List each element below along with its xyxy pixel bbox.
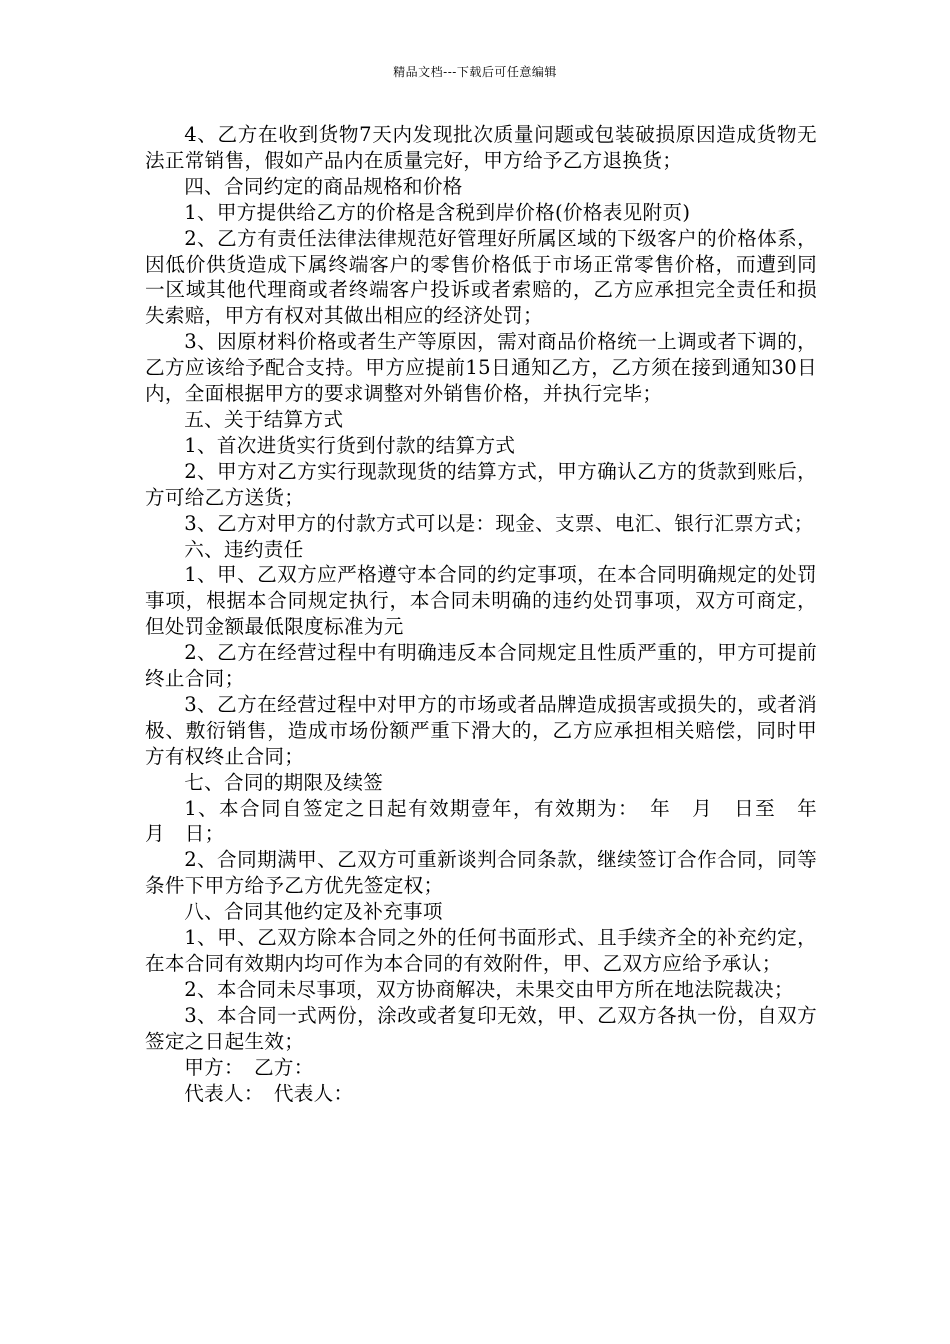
paragraph-early-termination: 2、乙方在经营过程中有明确违反本合同规定且性质严重的，甲方可提前终止合同； xyxy=(145,641,817,691)
paragraph-return-policy: 4、乙方在收到货物7天内发现批次质量问题或包装破损原因造成货物无法正常销售，假如产品内在质量完好，甲方给予乙方退换货； xyxy=(145,123,817,172)
section-heading-7: 七、合同的期限及续签 xyxy=(184,770,384,794)
paragraph-contract-term: 1、本合同自签定之日起有效期壹年，有效期为： 年 月 日至 年 月 日； xyxy=(145,796,837,846)
paragraph-disputes: 2、本合同未尽事项，双方协商解决，未果交由甲方所在地法院裁决； xyxy=(184,977,794,1001)
section-heading-5: 五、关于结算方式 xyxy=(184,407,344,431)
document-body xyxy=(145,122,837,1106)
section-heading-8: 八、合同其他约定及补充事项 xyxy=(184,900,443,924)
page-header: 精品文档---下载后可任意编辑 xyxy=(393,65,557,79)
paragraph-price-adjustment: 3、因原材料价格或者生产等原因，需对商品价格统一上调或者下调的，乙方应该给予配合支持。甲方应提前15日通知乙方，乙方须在接到通知30日内，全面根据甲方的要求调整对外销售价格，并执行完毕； xyxy=(145,330,817,406)
signature-representatives: 代表人： 代表人： xyxy=(184,1081,354,1105)
paragraph-renewal: 2、合同期满甲、乙双方可重新谈判合同条款，继续签订合作合同，同等条件下甲方给予乙方优先签定权； xyxy=(145,848,817,898)
signature-parties: 甲方： 乙方： xyxy=(184,1055,314,1079)
section-heading-6: 六、违约责任 xyxy=(184,537,304,561)
section-heading-4: 四、合同约定的商品规格和价格 xyxy=(184,174,463,198)
paragraph-copies: 3、本合同一式两份，涂改或者复印无效，甲、乙双方各执一份，自双方签定之日起生效； xyxy=(145,1003,817,1053)
paragraph-first-purchase: 1、首次进货实行货到付款的结算方式 xyxy=(184,433,516,457)
paragraph-damages: 3、乙方在经营过程中对甲方的市场或者品牌造成损害或损失的，或者消极、敷衍销售，造成市场份额严重下滑大的，乙方应承担相关赔偿，同时甲方有权终止合同； xyxy=(145,692,817,768)
paragraph-breach-terms: 1、甲、乙双方应严格遵守本合同的约定事项，在本合同明确规定的处罚事项，根据本合同规定执行，本合同未明确的违约处罚事项，双方可商定，但处罚金额最低限度标准为元 xyxy=(145,563,817,639)
paragraph-payment-methods: 3、乙方对甲方的付款方式可以是：现金、支票、电汇、银行汇票方式； xyxy=(184,511,814,535)
paragraph-cash-settlement: 2、甲方对乙方实行现款现货的结算方式，甲方确认乙方的货款到账后，方可给乙方送货； xyxy=(145,459,817,509)
paragraph-price-basis: 1、甲方提供给乙方的价格是含税到岸价格(价格表见附页) xyxy=(184,200,691,224)
paragraph-price-system: 2、乙方有责任法律法律规范好管理好所属区域的下级客户的价格体系，因低价供货造成下属终端客户的零售价格低于市场正常零售价格，而遭到同一区域其他代理商或者终端客户投诉或者索赔的，乙方应承担完全责任和损失索赔，甲方有权对其做出相应的经济处罚； xyxy=(145,226,817,328)
paragraph-supplementary: 1、甲、乙双方除本合同之外的任何书面形式、且手续齐全的补充约定，在本合同有效期内均可作为本合同的有效附件，甲、乙双方应给予承认； xyxy=(145,926,817,975)
